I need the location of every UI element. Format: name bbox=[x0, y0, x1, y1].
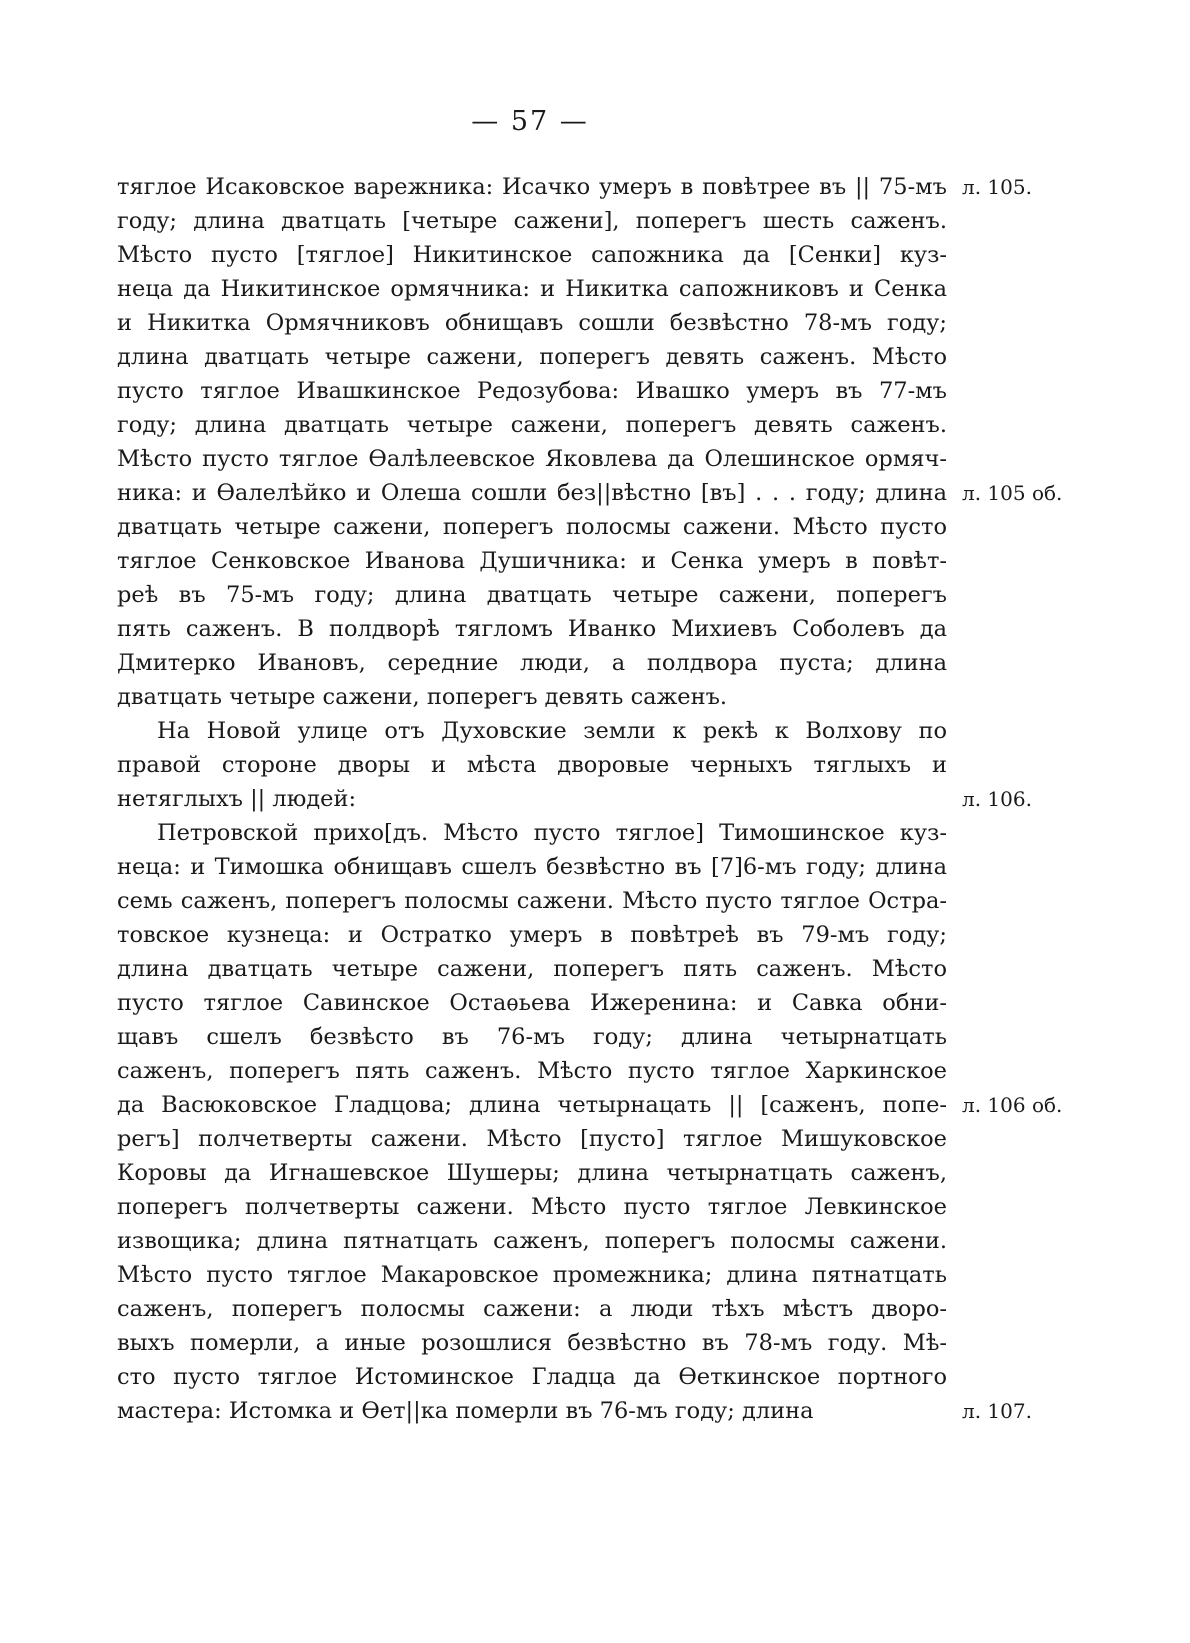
folio-note: л. 106. bbox=[962, 787, 1032, 811]
text-line: и Никитка Ормячниковъ обнищавъ сошли безвѣстно 78-мъ году; bbox=[117, 310, 947, 336]
text-line: На Новой улице отъ Духовские земли к рекѣ к Волхову по bbox=[157, 718, 947, 744]
text-line: Мѣсто пусто тяглое Макаровское промежника; длина пятнатцать bbox=[117, 1262, 947, 1288]
text-line: пять саженъ. В полдворѣ тягломъ Иванко Михиевъ Соболевъ да bbox=[117, 616, 947, 642]
folio-note: л. 105. bbox=[962, 175, 1032, 199]
text-line: Мѣсто пусто тяглое Ѳалѣлеевское Яковлева да Олешинское ормяч- bbox=[117, 446, 947, 472]
text-line: длина дватцать четыре сажени, поперегъ девять саженъ. Мѣсто bbox=[117, 344, 947, 370]
text-line: году; длина дватцать четыре сажени, поперегъ девять саженъ. bbox=[117, 412, 947, 438]
text-line: выхъ померли, а иные розошлися безвѣстно въ 78-мъ году. Мѣ- bbox=[117, 1330, 947, 1356]
text-line: длина дватцать четыре сажени, поперегъ пять саженъ. Мѣсто bbox=[117, 956, 947, 982]
text-line: году; длина дватцать [четыре сажени], поперегъ шесть саженъ. bbox=[117, 208, 947, 234]
text-line: щавъ сшелъ безвѣсто въ 76-мъ году; длина четырнатцать bbox=[117, 1024, 947, 1050]
page-number: — 57 — bbox=[471, 106, 589, 137]
folio-note: л. 105 об. bbox=[962, 481, 1063, 505]
text-line: Дмитерко Ивановъ, середние люди, а полдвора пуста; длина bbox=[117, 650, 947, 676]
folio-note: л. 106 об. bbox=[962, 1093, 1063, 1117]
body-text bbox=[117, 170, 947, 1428]
text-line: ника: и Ѳалелѣйко и Олеша сошли без||вѣстно [въ] . . . году; длина bbox=[117, 480, 947, 506]
text-line: регъ] полчетверты сажени. Мѣсто [пусто] тяглое Мишуковское bbox=[117, 1126, 947, 1152]
text-line: неца: и Тимошка обнищавъ сшелъ безвѣстно въ [7]6-мъ году; длина bbox=[117, 854, 947, 880]
text-line: товское кузнеца: и Остратко умеръ в повѣтреѣ въ 79-мъ году; bbox=[117, 922, 947, 948]
text-line: семь саженъ, поперегъ полосмы сажени. Мѣсто пусто тяглое Остра- bbox=[117, 888, 947, 914]
text-line: дватцать четыре сажени, поперегъ полосмы сажени. Мѣсто пусто bbox=[117, 514, 947, 540]
text-line: пусто тяглое Савинское Остаѳьева Ижеренина: и Савка обни- bbox=[117, 990, 947, 1016]
text-line: пусто тяглое Ивашкинское Редозубова: Ивашко умеръ въ 77-мъ bbox=[117, 378, 947, 404]
text-line: извощика; длина пятнатцать саженъ, поперегъ полосмы сажени. bbox=[117, 1228, 947, 1254]
text-line: нетяглыхъ || людей: bbox=[117, 786, 357, 812]
text-line: мастера: Истомка и Ѳет||ка померли въ 76-мъ году; длина bbox=[117, 1398, 814, 1424]
text-line: тяглое Исаковское варежника: Исачко умеръ в повѣтрее въ || 75-мъ bbox=[117, 174, 947, 200]
text-line: поперегъ полчетверты сажени. Мѣсто пусто тяглое Левкинское bbox=[117, 1194, 947, 1220]
text-line: Петровской прихо[дъ. Мѣсто пусто тяглое] Тимошинское куз- bbox=[157, 820, 947, 846]
text-line: сто пусто тяглое Истоминское Гладца да Ѳеткинское портного bbox=[117, 1364, 947, 1390]
text-line: тяглое Сенковское Иванова Душичника: и Сенка умеръ в повѣт- bbox=[117, 548, 947, 574]
text-line: Коровы да Игнашевское Шушеры; длина четырнатцать саженъ, bbox=[117, 1160, 947, 1186]
text-line: да Васюковское Гладцова; длина четырнацать || [саженъ, попе- bbox=[117, 1092, 947, 1118]
folio-note: л. 107. bbox=[962, 1399, 1032, 1423]
text-line: саженъ, поперегъ полосмы сажени: а люди тѣхъ мѣстъ дворо- bbox=[117, 1296, 947, 1322]
text-line: Мѣсто пусто [тяглое] Никитинское сапожника да [Сенки] куз- bbox=[117, 242, 947, 268]
text-line: дватцать четыре сажени, поперегъ девять саженъ. bbox=[117, 684, 728, 710]
text-line: реѣ въ 75-мъ году; длина дватцать четыре сажени, поперегъ bbox=[117, 582, 947, 608]
text-line: саженъ, поперегъ пять саженъ. Мѣсто пусто тяглое Харкинское bbox=[117, 1058, 947, 1084]
text-line: правой стороне дворы и мѣста дворовые черныхъ тяглыхъ и bbox=[117, 752, 947, 778]
text-line: неца да Никитинское ормячника: и Никитка сапожниковъ и Сенка bbox=[117, 276, 947, 302]
